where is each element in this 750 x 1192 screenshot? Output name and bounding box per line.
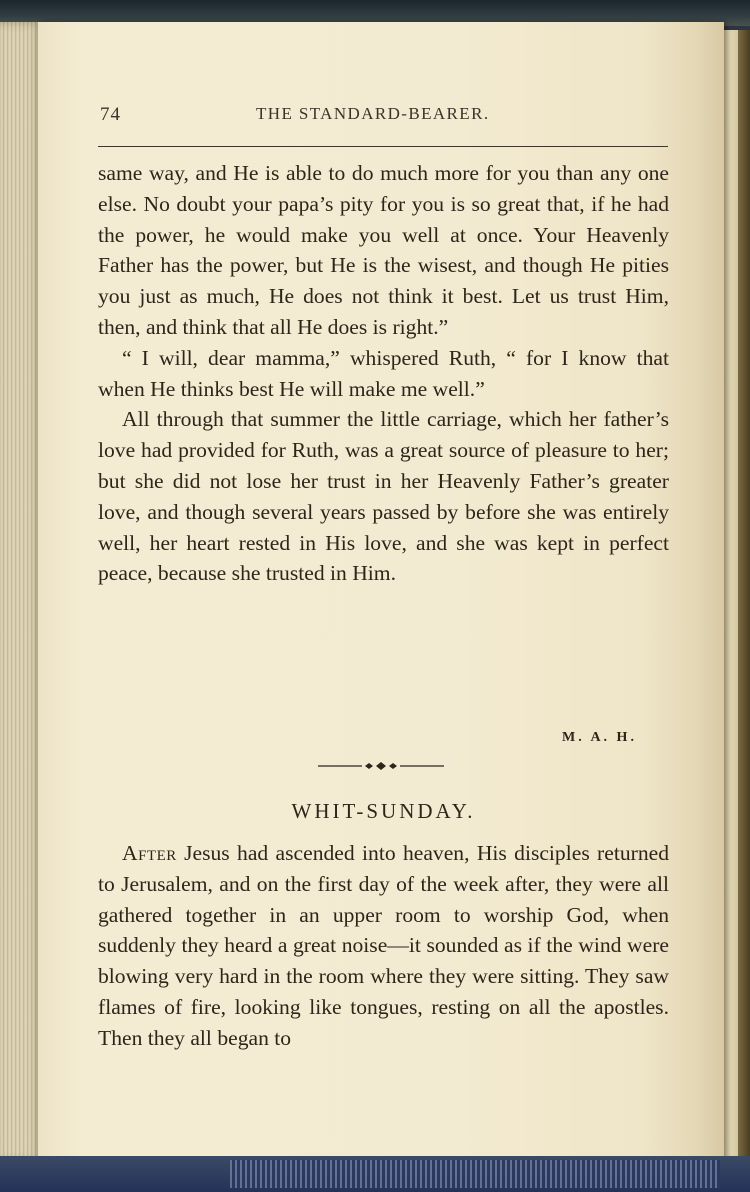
page-header [100,104,660,130]
section-text [98,838,669,1054]
section-title: WHIT-SUNDAY. [291,799,476,823]
section-paragraph-1 [98,838,669,1054]
book-cover-edge [738,30,750,1160]
story-paragraph-1: same way, and He is able to do much more for you than any one else. No doubt your papa’s pity for you is so great that, if he had the power, he would make you well at once. Your Heavenly Father has the power, but He is the wisest, and though He pities you just as much, He does not think it best. Let us trust Him, then, and think that all He does is right.” [98,161,669,339]
drop-word: After [122,841,177,865]
page-number: 74 [100,104,121,125]
ornament-divider [318,756,444,776]
book-bottom-edge [0,1156,750,1192]
story-text [98,158,669,589]
running-head: THE STANDARD-BEARER. [256,104,490,123]
header-rule [98,146,668,147]
author-signature: M. A. H. [562,730,637,745]
story-paragraph-3: All through that summer the little carriage, which her father’s love had provided for Ruth, was a great source of pleasure to her; but she did not lose her trust in her Heavenly Father’s greater love, and though several years passed by before she was entirely well, her heart rested in His love, and she was kept in perfect peace, because she trusted in Him. [98,407,669,586]
story-paragraph-2: “ I will, dear mamma,” whispered Ruth, “ for I know that when He thinks best He will make me well.” [98,345,669,401]
section-paragraph-body: Jesus had ascended into heaven, His disciples returned to Jerusalem, and on the first day of the week after, they were all gathered together in an upper room to worship God, when suddenly they heard a great noise—it sounded as if the wind were blowing very hard in the room where they were sitting. They saw flames of fire, looking like tongues, resting on all the apostles. Then they all began to [98,841,669,1050]
binding-pattern [230,1160,720,1188]
